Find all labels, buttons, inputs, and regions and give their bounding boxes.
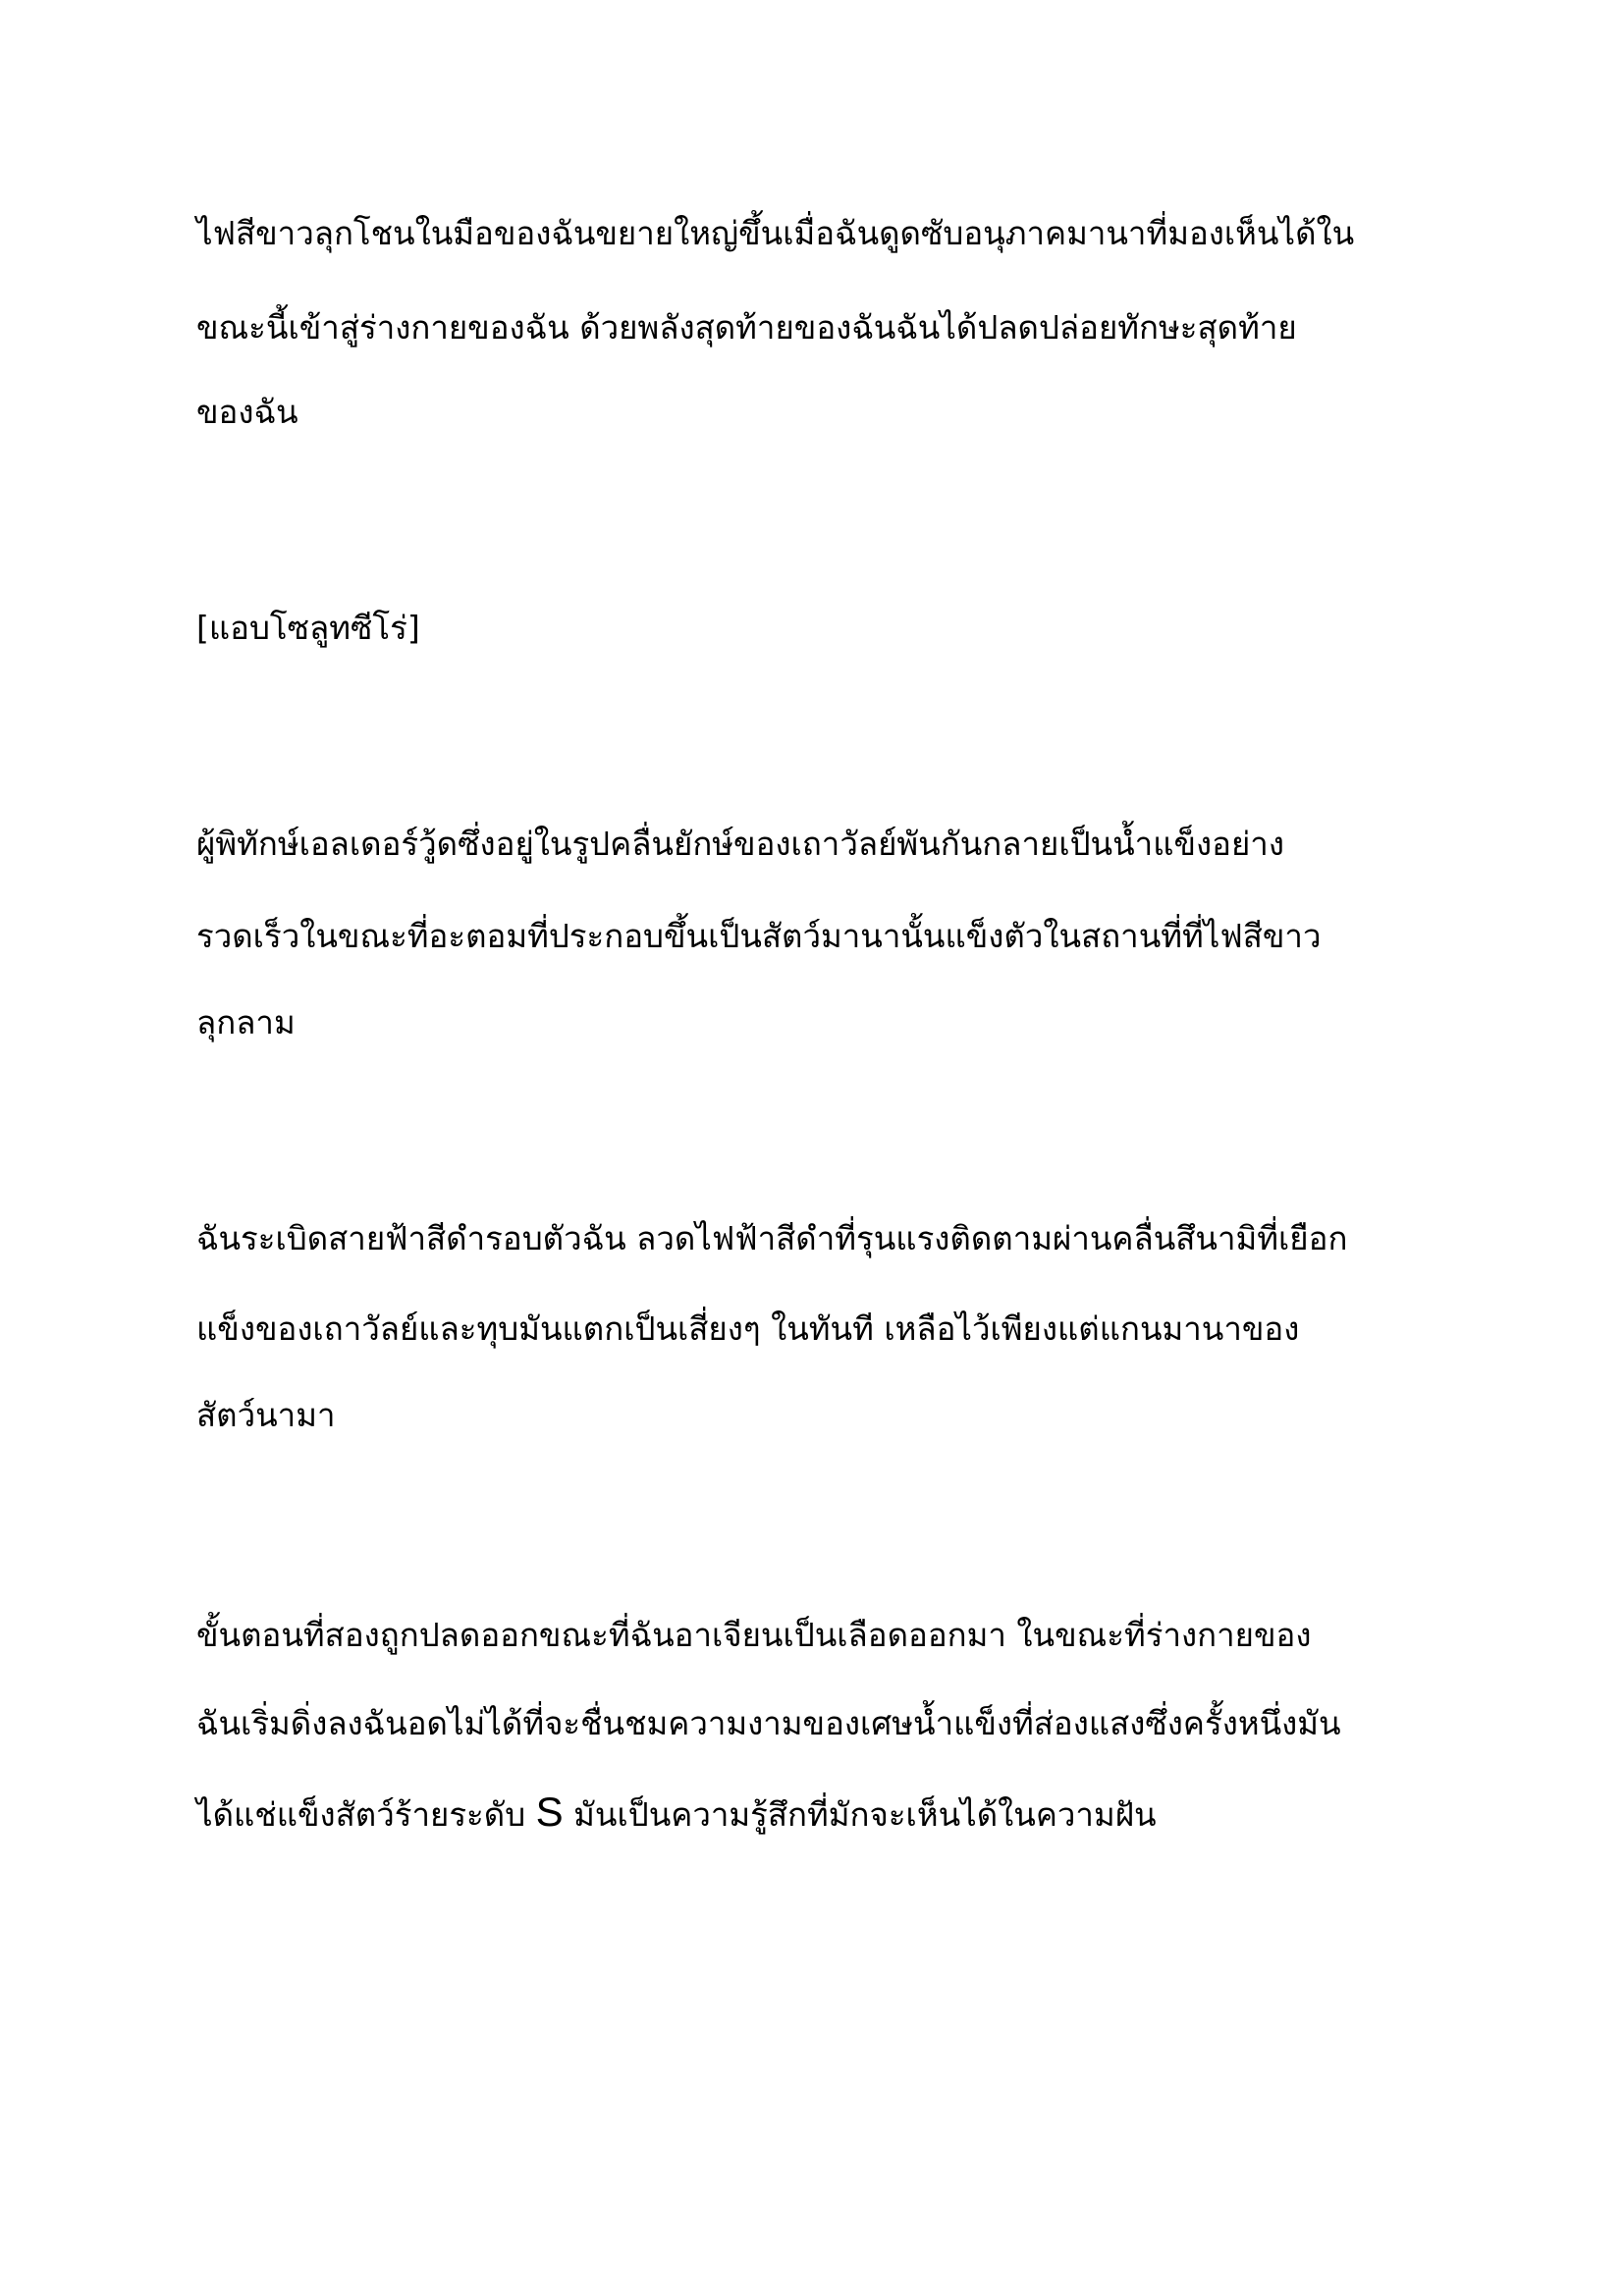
paragraph-1-line-1: ไฟสีขาวลุกโชนในมือของฉันขยายใหญ่ขึ้นเมื่อฉันดูดซับอนุภาคมานาที่มองเห็นได้ใน xyxy=(196,214,1355,252)
paragraph-4-line-3: สัตว์นามา xyxy=(196,1396,336,1434)
paragraph-5-line-1: ขั้นตอนที่สองถูกปลดออกขณะที่ฉันอาเจียนเป็นเลือดออกมา ในขณะที่ร่างกายของ xyxy=(196,1616,1312,1654)
paragraph-1-line-2: ขณะนี้เข้าสู่ร่างกายของฉัน ด้วยพลังสุดท้ายของฉันฉันได้ปลดปล่อยทักษะสุดท้าย xyxy=(196,308,1297,347)
paragraph-4-line-2: แข็งของเถาวัลย์และทุบมันแตกเป็นเสี่ยงๆ ในทันที เหลือไว้เพียงแต่แกนมานาของ xyxy=(196,1309,1300,1348)
paragraph-5-line-3-before: ได้แช่แข็งสัตว์ร้ายระดับ xyxy=(196,1795,536,1834)
paragraph-5-line-3-latin: S xyxy=(535,1789,564,1835)
paragraph-3-line-3: ลุกลาม xyxy=(196,1003,296,1041)
paragraph-4-line-1: ฉันระเบิดสายฟ้าสีดำรอบตัวฉัน ลวดไฟฟ้าสีดำที่รุนแรงติดตามผ่านคลื่นสึนามิที่เยือก xyxy=(196,1219,1348,1257)
paragraph-3-line-1: ผู้พิทักษ์เอลเดอร์วู้ดซึ่งอยู่ในรูปคลื่นยักษ์ของเถาวัลย์พันกันกลายเป็นน้ำแข็งอย่าง xyxy=(196,825,1284,863)
paragraph-5-line-3 xyxy=(196,1787,1157,1841)
paragraph-5-line-3-after: มันเป็นความรู้สึกที่มักจะเห็นได้ในความฝัน xyxy=(563,1795,1157,1834)
paragraph-2-line-1: [แอบโซลูทซีโร่] xyxy=(196,609,420,647)
paragraph-5-line-2: ฉันเริ่มดิ่งลงฉันอดไม่ได้ที่จะชื่นชมความงามของเศษน้ำแข็งที่ส่องแสงซึ่งครั้งหนึ่งมัน xyxy=(196,1704,1341,1742)
paragraph-1-line-3: ของฉัน xyxy=(196,393,298,431)
paragraph-3-line-2: รวดเร็วในขณะที่อะตอมที่ประกอบขึ้นเป็นสัตว์มานานั้นแข็งตัวในสถานที่ที่ไฟสีขาว xyxy=(196,917,1322,955)
